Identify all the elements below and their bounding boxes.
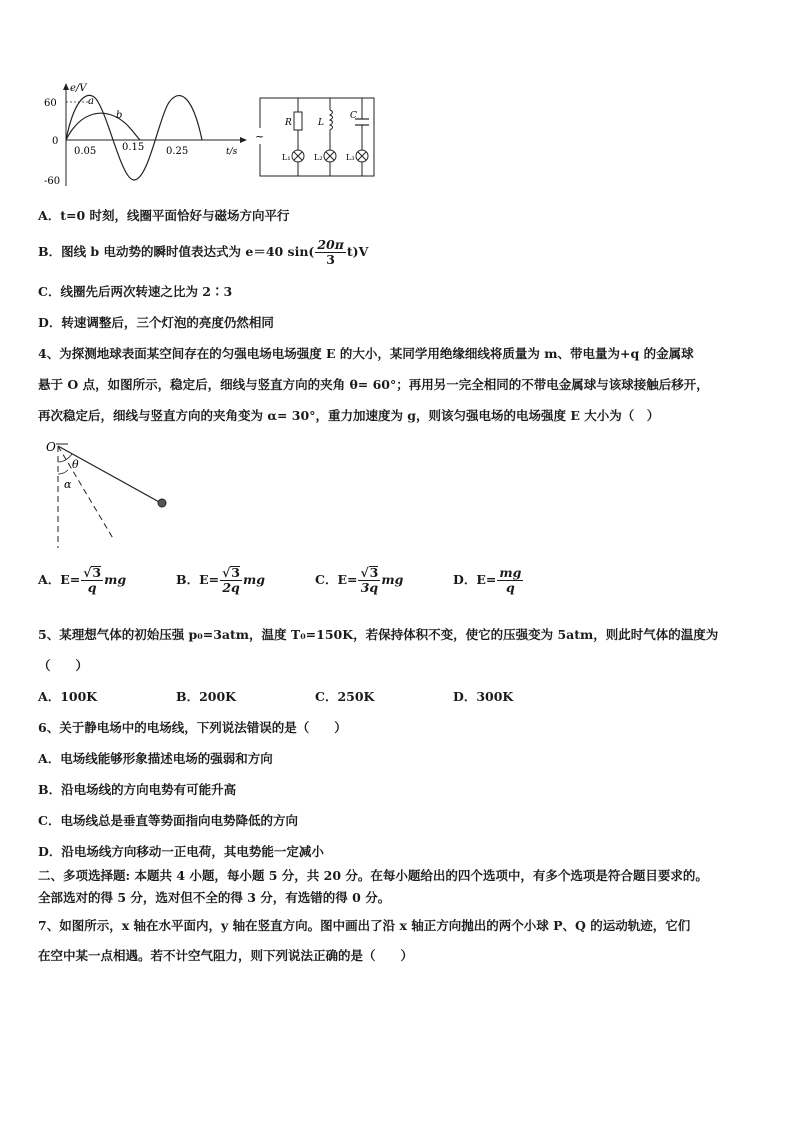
q5-option-a: A．100K bbox=[38, 689, 98, 704]
q4-option-c-radicand: 3 bbox=[369, 565, 379, 580]
q3-option-b-prefix: B．图线 b 电动势的瞬时值表达式为 e＝40 sin( bbox=[38, 244, 315, 259]
q5-option-d: D．300K bbox=[453, 689, 514, 704]
q5-stem-line-1: 5、某理想气体的初始压强 p₀=3atm，温度 T₀=150K，若保持体积不变，使它的压强变为 5atm，则此时气体的温度为 bbox=[38, 627, 719, 642]
y-tick-0: 0 bbox=[52, 136, 59, 147]
curve-b bbox=[66, 113, 140, 140]
q6-stem: 6、关于静电场中的电场线，下列说法错误的是（ ） bbox=[38, 720, 347, 735]
q4-option-a-tail: mg bbox=[104, 572, 127, 587]
x-tick-015: 0.15 bbox=[122, 142, 145, 153]
q7-stem-line-2: 在空中某一点相遇。若不计空气阻力，则下列说法正确的是（ ） bbox=[38, 948, 414, 963]
lamp-L3-label: L₃ bbox=[346, 153, 355, 162]
q4-option-a-fraction bbox=[81, 566, 103, 595]
lamp-L2-label: L₂ bbox=[314, 153, 323, 162]
q4-option-a-denominator: q bbox=[87, 580, 97, 595]
ac-source-symbol: ~ bbox=[255, 130, 265, 143]
circuit-diagram bbox=[254, 94, 380, 180]
q4-option-c-numerator: √3 bbox=[360, 565, 379, 580]
section-2-heading-line-2: 全部选对的得 5 分，选对但不全的得 3 分，有选错的得 0 分。 bbox=[38, 890, 391, 905]
q4-stem-line-3: 再次稳定后，细线与竖直方向的夹角变为 α= 30°，重力加速度为 g，则该匀强电场的电场强度 E 大小为（ ） bbox=[38, 408, 660, 423]
q5-option-b: B．200K bbox=[176, 689, 237, 704]
resistor-label: R bbox=[285, 118, 292, 128]
section-2-heading-line-1: 二、多项选择题: 本题共 4 小题，每小题 5 分，共 20 分。在每小题给出的四个选项中，有多个选项是符合题目要求的。 bbox=[38, 868, 708, 883]
q4-option-c-denominator: 3q bbox=[360, 580, 379, 595]
q4-option-d-fraction bbox=[497, 566, 523, 595]
x-tick-005: 0.05 bbox=[74, 146, 97, 157]
q3-option-b bbox=[38, 238, 368, 267]
q4-option-a bbox=[38, 566, 126, 595]
q4-option-b bbox=[176, 566, 265, 595]
e-axis-arrow bbox=[63, 83, 69, 90]
q4-stem-line-1: 4、为探测地球表面某空间存在的匀强电场电场强度 E 的大小，某同学用绝缘细线将质量为 m、带电量为+q 的金属球 bbox=[38, 346, 694, 361]
curve-a bbox=[66, 95, 202, 180]
q6-option-d: D．沿电场线方向移动一正电荷，其电势能一定减小 bbox=[38, 844, 324, 859]
pendulum-figure bbox=[44, 436, 176, 552]
q4-option-d-numerator: mg bbox=[499, 565, 522, 580]
e-axis-unit: e/V bbox=[70, 83, 87, 94]
emf-time-graph bbox=[40, 82, 250, 190]
q4-option-b-radicand: 3 bbox=[231, 565, 240, 580]
q5-option-c: C．250K bbox=[315, 689, 375, 704]
resistor-R bbox=[294, 112, 302, 130]
lamp-L1-label: L₁ bbox=[282, 153, 291, 162]
q4-option-c-label: C．E= bbox=[315, 572, 358, 587]
q3-option-d: D．转速调整后，三个灯泡的亮度仍然相同 bbox=[38, 315, 274, 330]
q4-option-a-numerator: √3 bbox=[83, 565, 102, 580]
q4-option-c-fraction bbox=[358, 566, 380, 595]
q3-option-c: C．线圈先后两次转速之比为 2∶3 bbox=[38, 284, 233, 299]
q6-option-c: C．电场线总是垂直等势面指向电势降低的方向 bbox=[38, 813, 298, 828]
q4-option-b-fraction bbox=[220, 566, 242, 595]
t-axis-unit: t/s bbox=[226, 147, 238, 157]
y-tick-60: 60 bbox=[44, 98, 57, 109]
angle-arc-alpha bbox=[58, 470, 68, 474]
q4-option-d-denominator: q bbox=[505, 580, 515, 595]
capacitor-label: C bbox=[350, 111, 357, 121]
q4-option-b-label: B．E= bbox=[176, 572, 220, 587]
alpha-label: α bbox=[64, 478, 72, 491]
q3-option-b-fraction bbox=[315, 238, 346, 267]
q4-option-a-radicand: 3 bbox=[92, 565, 102, 580]
q4-option-d bbox=[453, 566, 524, 595]
thread-alpha-dashed bbox=[58, 446, 114, 540]
y-tick-neg60: -60 bbox=[44, 176, 61, 187]
q6-option-a: A．电场线能够形象描述电场的强弱和方向 bbox=[38, 751, 273, 766]
x-tick-025: 0.25 bbox=[166, 146, 189, 157]
theta-label: θ bbox=[72, 458, 79, 471]
inductor-gap bbox=[326, 110, 334, 132]
q3-option-b-numerator: 20π bbox=[317, 237, 344, 252]
q4-option-b-denominator: 2q bbox=[222, 580, 240, 595]
q3-option-a: A．t=0 时刻，线圈平面恰好与磁场方向平行 bbox=[38, 208, 290, 223]
point-O-label: O bbox=[46, 440, 56, 454]
q4-option-d-label: D．E= bbox=[453, 572, 497, 587]
q4-option-a-label: A．E= bbox=[38, 572, 81, 587]
curve-a-label: a bbox=[88, 96, 94, 107]
q4-option-c-tail: mg bbox=[381, 572, 404, 587]
inductor-label: L bbox=[318, 118, 324, 128]
q5-stem-line-2: （ ） bbox=[38, 658, 89, 673]
metal-ball bbox=[158, 499, 166, 507]
q4-stem-line-2: 悬于 O 点，如图所示，稳定后，细线与竖直方向的夹角 θ= 60°；再用另一完全相同的不带电金属球与该球接触后移开， bbox=[38, 377, 709, 392]
q6-option-b: B．沿电场线的方向电势有可能升高 bbox=[38, 782, 237, 797]
thread-theta bbox=[58, 446, 161, 503]
q4-option-b-tail: mg bbox=[243, 572, 265, 587]
curve-b-label: b bbox=[116, 110, 123, 121]
q4-option-b-numerator: √3 bbox=[222, 565, 240, 580]
circuit-outline bbox=[260, 98, 374, 176]
q3-option-b-suffix: t)V bbox=[346, 244, 369, 259]
t-axis-arrow bbox=[240, 137, 247, 143]
q7-stem-line-1: 7、如图所示，x 轴在水平面内，y 轴在竖直方向。图中画出了沿 x 轴正方向抛出的两个小球 P、Q 的运动轨迹，它们 bbox=[38, 918, 691, 933]
q3-option-b-denominator: 3 bbox=[326, 252, 335, 267]
q4-option-c bbox=[315, 566, 403, 595]
